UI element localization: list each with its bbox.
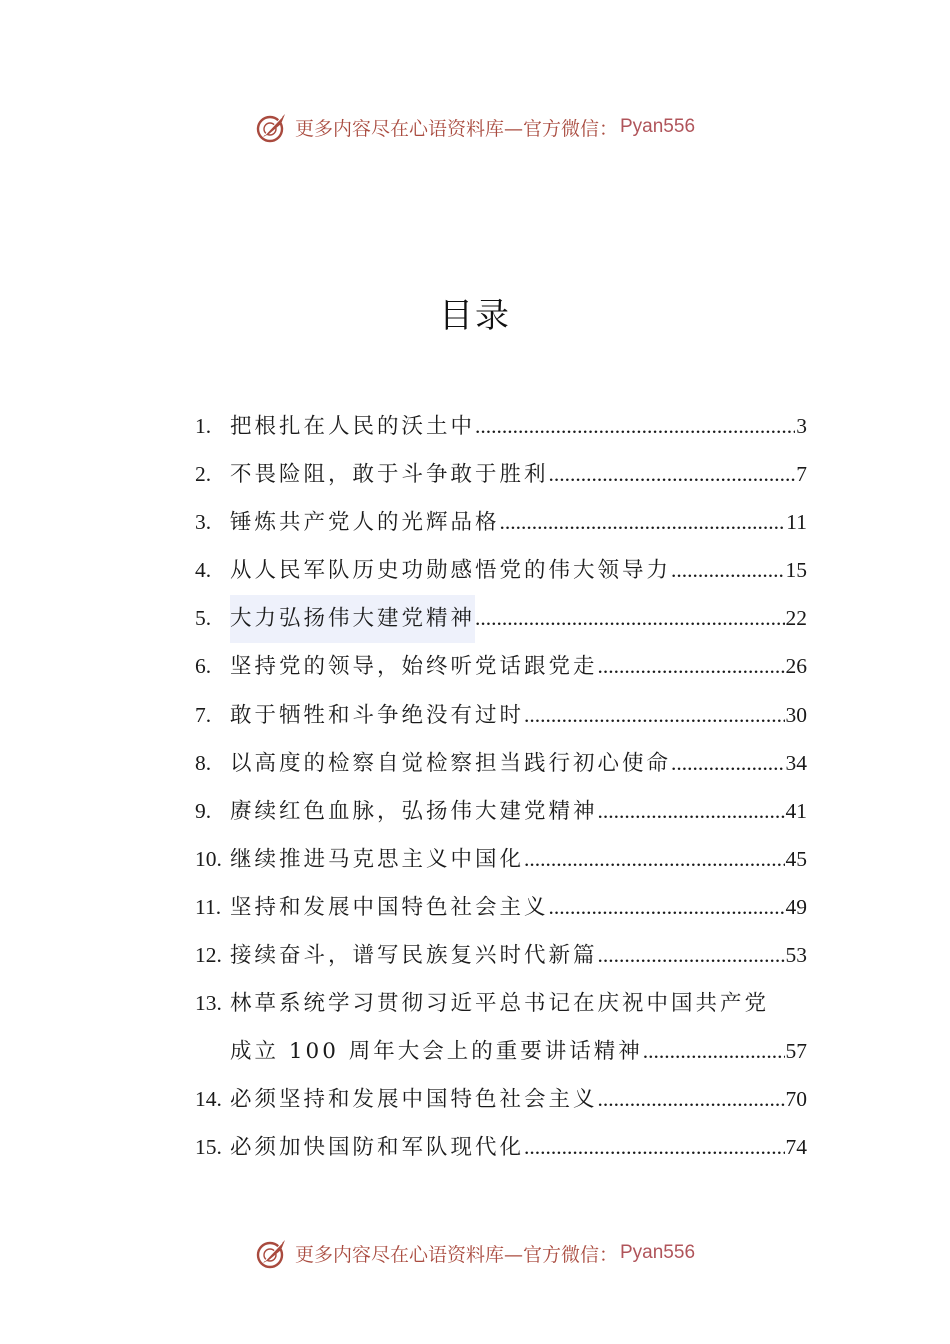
toc-entry-page: 30 <box>785 702 807 727</box>
banner-text: 更多内容尽在心语资料库—官方微信： <box>294 117 618 140</box>
toc-leader-dots <box>549 450 796 498</box>
toc-entry-page: 11 <box>786 510 807 535</box>
toc-entry-title: 以高度的检察自觉检察担当践行初心使命 <box>230 750 672 776</box>
toc-entry-title-line1: 林草系统学习贯彻习近平总书记在庆祝中国共产党 <box>230 991 770 1017</box>
toc-entry-title: 从人民军队历史功勋感悟党的伟大领导力 <box>230 558 672 584</box>
toc-entry-page: 3 <box>796 414 807 438</box>
toc-entry-number: 14. <box>195 1087 222 1112</box>
table-of-contents <box>195 402 807 1172</box>
toc-entry[interactable] <box>195 402 807 450</box>
toc-entry-page: 41 <box>785 798 807 823</box>
toc-entry[interactable] <box>195 450 807 498</box>
toc-leader-dots <box>524 691 784 739</box>
toc-entry[interactable] <box>195 835 807 883</box>
toc-leader-dots <box>598 1075 785 1123</box>
toc-entry-title: 不畏险阻，敢于斗争敢于胜利 <box>230 462 549 488</box>
toc-entry[interactable] <box>195 739 807 787</box>
toc-entry-number: 2. <box>195 462 212 487</box>
toc-entry-title: 大力弘扬伟大建党精神 <box>230 595 475 643</box>
toc-entry-page: 34 <box>785 750 807 775</box>
header-watermark-banner <box>0 107 950 147</box>
toc-entry-title: 赓续红色血脉，弘扬伟大建党精神 <box>230 798 598 824</box>
page-title: 目录 <box>439 296 511 336</box>
toc-entry[interactable] <box>195 1123 807 1171</box>
toc-entry[interactable] <box>195 787 807 835</box>
toc-entry-title: 敢于牺牲和斗争绝没有过时 <box>230 702 525 728</box>
toc-entry-title: 锤炼共产党人的光辉品格 <box>230 510 500 536</box>
toc-entry-title: 继续推进马克思主义中国化 <box>230 846 525 872</box>
toc-entry-number: 3. <box>195 510 212 535</box>
toc-leader-dots <box>500 498 786 546</box>
toc-leader-dots <box>598 787 785 835</box>
toc-entry-page: 26 <box>785 654 807 679</box>
toc-entry-number: 8. <box>195 750 212 775</box>
banner-wechat-id: Pyan556 <box>620 116 696 137</box>
toc-entry[interactable] <box>195 642 807 690</box>
toc-leader-dots <box>671 546 784 594</box>
toc-leader-dots <box>598 642 785 690</box>
toc-entry[interactable] <box>195 498 807 546</box>
toc-leader-dots <box>524 835 784 883</box>
toc-entry-number: 9. <box>195 798 212 823</box>
toc-entry-page: 57 <box>785 1039 807 1064</box>
toc-leader-dots <box>475 402 795 450</box>
toc-entry-title: 必须加快国防和军队现代化 <box>230 1135 525 1161</box>
toc-leader-dots <box>475 594 784 642</box>
toc-entry-number: 7. <box>195 702 212 727</box>
toc-entry[interactable] <box>195 931 807 979</box>
toc-entry[interactable] <box>195 1075 807 1123</box>
toc-leader-dots <box>598 931 785 979</box>
toc-entry-page: 49 <box>785 894 807 919</box>
toc-entry-title: 坚持和发展中国特色社会主义 <box>230 894 549 920</box>
toc-entry-number: 10. <box>195 846 222 871</box>
toc-entry-number: 13. <box>195 991 222 1016</box>
toc-leader-dots <box>549 883 785 931</box>
toc-entry-title: 把根扎在人民的沃土中 <box>230 414 476 439</box>
toc-entry-number: 11. <box>195 894 222 919</box>
toc-entry-page: 53 <box>785 943 807 968</box>
toc-entry-number: 12. <box>195 943 222 968</box>
quill-logo-icon <box>255 110 289 144</box>
footer-watermark-banner <box>0 1233 950 1273</box>
toc-entry[interactable] <box>195 546 807 594</box>
toc-entry[interactable] <box>195 979 807 1027</box>
toc-leader-dots <box>524 1123 784 1171</box>
toc-entry-page: 45 <box>785 846 807 871</box>
toc-entry-number: 6. <box>195 654 212 679</box>
quill-logo-icon <box>255 1236 289 1270</box>
toc-entry-title: 必须坚持和发展中国特色社会主义 <box>230 1087 598 1113</box>
toc-entry-continuation[interactable] <box>195 1027 807 1075</box>
toc-entry-page: 7 <box>796 462 807 487</box>
toc-entry-title: 成立 100 周年大会上的重要讲话精神 <box>230 1039 643 1065</box>
toc-entry-number: 4. <box>195 558 212 583</box>
toc-entry-number: 5. <box>195 606 212 631</box>
toc-leader-dots <box>671 739 784 787</box>
banner-wechat-id: Pyan556 <box>620 1242 696 1263</box>
toc-entry-page: 22 <box>785 606 807 631</box>
banner-text: 更多内容尽在心语资料库—官方微信： <box>294 1243 618 1266</box>
toc-entry-page: 15 <box>785 558 807 583</box>
toc-entry-number: 1. <box>195 414 212 438</box>
toc-entry[interactable] <box>195 883 807 931</box>
toc-entry[interactable] <box>195 691 807 739</box>
toc-leader-dots <box>643 1027 785 1075</box>
toc-entry-title: 坚持党的领导，始终听党话跟党走 <box>230 654 598 680</box>
toc-entry-page: 70 <box>785 1087 807 1112</box>
toc-entry[interactable] <box>195 594 807 642</box>
toc-entry-number: 15. <box>195 1135 222 1160</box>
toc-entry-page: 74 <box>785 1135 807 1160</box>
toc-entry-title: 接续奋斗，谱写民族复兴时代新篇 <box>230 943 598 969</box>
